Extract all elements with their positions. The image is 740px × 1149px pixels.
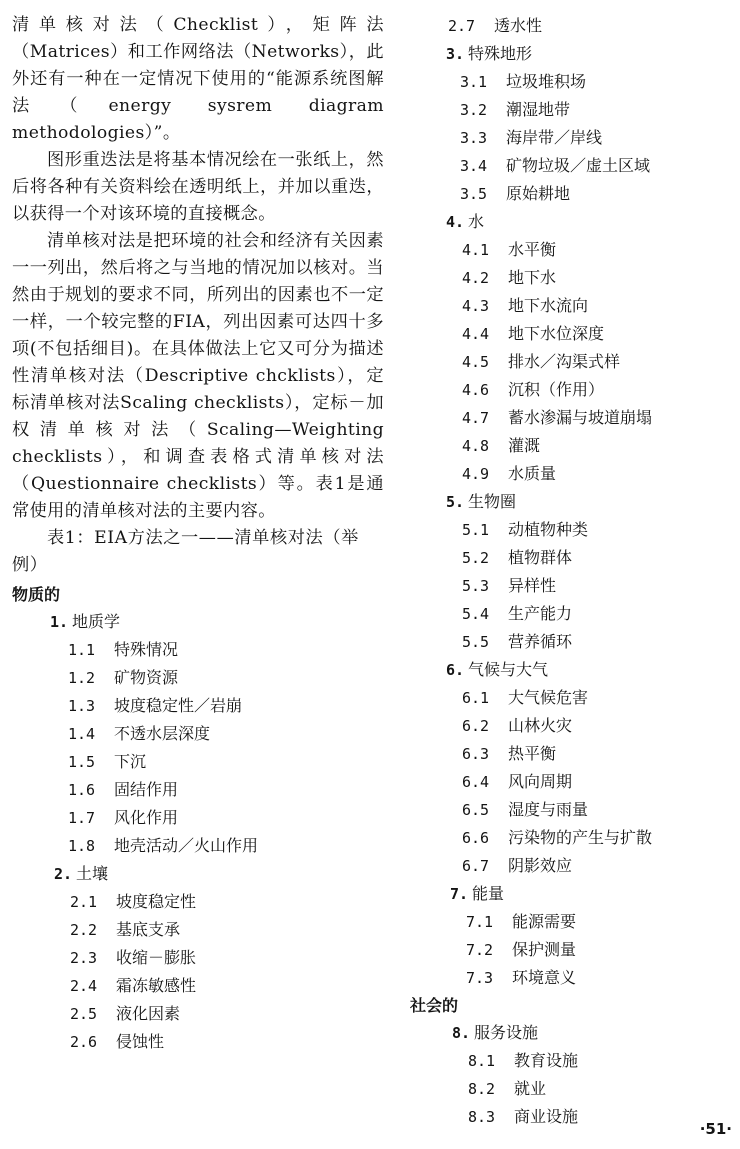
item-number: 4.3 [462, 297, 490, 315]
list-item [410, 824, 730, 852]
list-item [410, 852, 730, 880]
item-number: 6.3 [462, 745, 490, 763]
list-item [410, 124, 730, 152]
category-name: 气候与大气 [468, 660, 549, 679]
list-item [410, 628, 730, 656]
item-text: 水质量 [508, 464, 557, 483]
checklist-left-part [12, 581, 384, 1056]
list-item [410, 432, 730, 460]
item-number: 6.5 [462, 801, 490, 819]
item-text: 风向周期 [508, 772, 573, 791]
item-text: 沉积（作用） [508, 380, 605, 399]
item-number: 1.6 [68, 781, 96, 799]
item-text: 湿度与雨量 [508, 800, 589, 819]
list-item [410, 600, 730, 628]
category-name: 水 [468, 212, 485, 231]
category-name: 服务设施 [474, 1023, 539, 1042]
item-number: 3.3 [460, 129, 488, 147]
item-text: 风化作用 [114, 808, 179, 827]
item-number: 1.8 [68, 837, 96, 855]
item-text: 矿物垃圾／虚土区域 [506, 156, 651, 175]
item-number: 1.4 [68, 725, 96, 743]
item-text: 商业设施 [514, 1107, 579, 1126]
item-number: 2.4 [70, 977, 98, 995]
category-name: 特殊地形 [468, 44, 533, 63]
item-text: 特殊情况 [114, 640, 179, 659]
item-text: 透水性 [494, 16, 543, 35]
list-item [410, 740, 730, 768]
list-item [410, 152, 730, 180]
item-text: 液化因素 [116, 1004, 181, 1023]
list-item [410, 96, 730, 124]
list-item [410, 908, 730, 936]
item-text: 水平衡 [508, 240, 557, 259]
item-number: 6.7 [462, 857, 490, 875]
item-number: 3.2 [460, 101, 488, 119]
item-number: 2.5 [70, 1005, 98, 1023]
item-text: 能源需要 [512, 912, 577, 931]
list-item [410, 236, 730, 264]
item-number: 7.1 [466, 913, 494, 931]
item-text: 坡度稳定性 [116, 892, 197, 911]
item-number: 4.4 [462, 325, 490, 343]
list-item [410, 348, 730, 376]
item-text: 侵蚀性 [116, 1032, 165, 1051]
item-number: 3.5 [460, 185, 488, 203]
item-text: 原始耕地 [506, 184, 571, 203]
item-text: 就业 [514, 1079, 547, 1098]
list-item [12, 1028, 384, 1056]
list-item [410, 796, 730, 824]
list-item [12, 636, 384, 664]
item-text: 地壳活动／火山作用 [114, 836, 259, 855]
list-item [12, 972, 384, 1000]
category-name: 生物圈 [468, 492, 517, 511]
item-text: 基底支承 [116, 920, 181, 939]
category-number: 8. [452, 1024, 471, 1042]
item-text: 下沉 [114, 752, 147, 771]
item-text: 排水／沟渠式样 [508, 352, 621, 371]
item-text: 教育设施 [514, 1051, 579, 1070]
list-item [410, 1047, 730, 1075]
right-column [410, 12, 730, 1131]
item-number: 2.1 [70, 893, 98, 911]
left-column [12, 12, 384, 1056]
category-water [410, 208, 730, 236]
item-number: 6.6 [462, 829, 490, 847]
item-number: 1.1 [68, 641, 96, 659]
paragraph-overlay-method: 图形重迭法是将基本情况绘在一张纸上，然后将各种有关资料绘在透明纸上，并加以重迭，以获得一个对该环境的直接概念。 [12, 150, 384, 224]
category-number: 6. [446, 661, 465, 679]
item-number: 4.6 [462, 381, 490, 399]
section-header-physical: 物质的 [12, 585, 61, 604]
item-number: 6.1 [462, 689, 490, 707]
item-text: 潮湿地带 [506, 100, 571, 119]
category-number: 3. [446, 45, 465, 63]
list-item [12, 944, 384, 972]
list-item [12, 888, 384, 916]
item-number: 4.8 [462, 437, 490, 455]
category-number: 4. [446, 213, 465, 231]
list-item [12, 664, 384, 692]
item-number: 3.4 [460, 157, 488, 175]
item-number: 5.4 [462, 605, 490, 623]
item-number: 5.3 [462, 577, 490, 595]
section-header-social: 社会的 [410, 996, 459, 1015]
list-item [410, 516, 730, 544]
list-item [410, 1075, 730, 1103]
list-item [12, 804, 384, 832]
item-text: 大气候危害 [508, 688, 589, 707]
item-number: 4.5 [462, 353, 490, 371]
item-number: 2.7 [448, 17, 476, 35]
list-item [410, 712, 730, 740]
item-number: 3.1 [460, 73, 488, 91]
item-number: 2.3 [70, 949, 98, 967]
category-number: 5. [446, 493, 465, 511]
item-number: 1.5 [68, 753, 96, 771]
item-text: 阴影效应 [508, 856, 573, 875]
category-name: 地质学 [72, 612, 121, 631]
item-text: 污染物的产生与扩散 [508, 828, 653, 847]
item-number: 8.3 [468, 1108, 496, 1126]
item-text: 蓄水渗漏与坡道崩塌 [508, 408, 653, 427]
category-number: 1. [50, 613, 69, 631]
list-item [12, 916, 384, 944]
category-climate [410, 656, 730, 684]
list-item [410, 684, 730, 712]
item-text: 营养循环 [508, 632, 573, 651]
list-item [410, 460, 730, 488]
list-item [410, 964, 730, 992]
table-caption: 表1：EIA方法之一——清单核对法（举例） [12, 528, 359, 575]
item-text: 灌溉 [508, 436, 541, 455]
item-number: 6.4 [462, 773, 490, 791]
list-item [410, 292, 730, 320]
item-text: 地下水位深度 [508, 324, 605, 343]
item-text: 动植物种类 [508, 520, 589, 539]
category-energy [410, 880, 730, 908]
item-text: 异样性 [508, 576, 557, 595]
item-number: 8.1 [468, 1052, 496, 1070]
page-number: ·51· [699, 1120, 732, 1138]
category-special-terrain [410, 40, 730, 68]
list-item [12, 1000, 384, 1028]
item-text: 霜冻敏感性 [116, 976, 197, 995]
item-number: 6.2 [462, 717, 490, 735]
paragraph-intro: 清单核对法（Checklist），矩阵法（Matrices）和工作网络法（Networks），此外还有一种在一定情况下使用的“能源系统图解法（energy sysrem diagram methodologies）”。 [12, 15, 384, 143]
item-number: 7.2 [466, 941, 494, 959]
category-soil [12, 860, 384, 888]
item-number: 4.1 [462, 241, 490, 259]
item-number: 2.2 [70, 921, 98, 939]
list-item [410, 936, 730, 964]
item-text: 山林火灾 [508, 716, 573, 735]
item-number: 5.1 [462, 521, 490, 539]
list-item [12, 832, 384, 860]
item-text: 垃圾堆积场 [506, 72, 587, 91]
list-item [410, 180, 730, 208]
list-item [410, 768, 730, 796]
item-number: 1.7 [68, 809, 96, 827]
item-number: 4.2 [462, 269, 490, 287]
list-item [410, 12, 730, 40]
list-item [410, 404, 730, 432]
category-biosphere [410, 488, 730, 516]
list-item [410, 376, 730, 404]
category-number: 2. [54, 865, 73, 883]
category-name: 能量 [472, 884, 505, 903]
item-number: 5.2 [462, 549, 490, 567]
item-text: 热平衡 [508, 744, 557, 763]
category-geology [12, 608, 384, 636]
item-number: 8.2 [468, 1080, 496, 1098]
item-number: 1.3 [68, 697, 96, 715]
list-item [12, 776, 384, 804]
list-item [410, 264, 730, 292]
list-item [410, 320, 730, 348]
list-item [410, 1103, 730, 1131]
item-number: 1.2 [68, 669, 96, 687]
paragraph-checklist-method: 清单核对法是把环境的社会和经济有关因素一一列出，然后将之与当地的情况加以核对。当然由于规划的要求不同，所列出的因素也不一定一样，一个较完整的FIA，列出因素可达四十多项(不包括细目)。在具体做法上它又可分为描述性清单核对法（Descriptive chcklists），定标清单核对法Scaling checklists），定标－加权清单核对法（Scaling—Weighting checklists），和调查表格式清单核对法（Questionnaire checklists）等。表1是通常使用的清单核对法的主要内容。 [12, 231, 384, 521]
item-text: 坡度稳定性／岩崩 [114, 696, 243, 715]
item-text: 环境意义 [512, 968, 577, 987]
item-text: 地下水 [508, 268, 557, 287]
list-item [12, 720, 384, 748]
category-number: 7. [450, 885, 469, 903]
item-text: 植物群体 [508, 548, 573, 567]
item-number: 4.9 [462, 465, 490, 483]
item-text: 海岸带／岸线 [506, 128, 603, 147]
list-item [12, 748, 384, 776]
list-item [410, 572, 730, 600]
item-text: 不透水层深度 [114, 724, 211, 743]
item-text: 固结作用 [114, 780, 179, 799]
list-item [12, 692, 384, 720]
list-item [410, 68, 730, 96]
item-text: 保护测量 [512, 940, 577, 959]
item-text: 矿物资源 [114, 668, 179, 687]
item-number: 4.7 [462, 409, 490, 427]
item-number: 2.6 [70, 1033, 98, 1051]
category-name: 土壤 [76, 864, 109, 883]
item-text: 收缩－膨胀 [116, 948, 197, 967]
item-number: 7.3 [466, 969, 494, 987]
list-item [410, 544, 730, 572]
category-services [410, 1019, 730, 1047]
item-text: 生产能力 [508, 604, 573, 623]
item-text: 地下水流向 [508, 296, 589, 315]
item-number: 5.5 [462, 633, 490, 651]
